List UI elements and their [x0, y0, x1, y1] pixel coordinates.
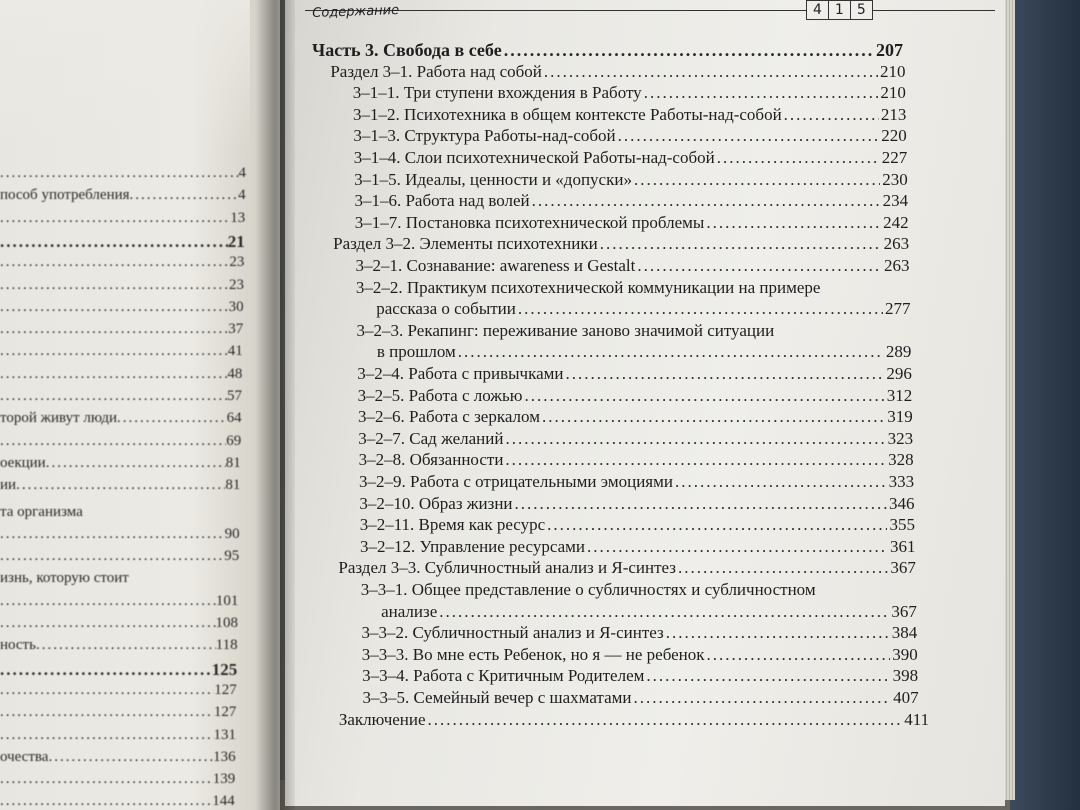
toc-leader-dots — [644, 83, 879, 103]
toc-entry-page: 210 — [880, 83, 906, 103]
running-head: Содержание — [312, 2, 400, 21]
left-toc-page: 41 — [227, 343, 243, 360]
left-toc-page: 21 — [227, 231, 245, 251]
toc-entry-page: 333 — [888, 472, 915, 491]
left-toc-entry — [0, 165, 246, 182]
toc-entry-page: 277 — [884, 299, 911, 319]
toc-entry-title: 3–1–1. Три ступени вхождения в Работу — [352, 83, 642, 103]
toc-leader-dots — [587, 537, 888, 557]
left-toc-leader-dots — [0, 299, 229, 316]
left-toc-page: 57 — [227, 388, 242, 404]
toc-entry — [358, 386, 913, 406]
left-toc-leader-dots — [0, 433, 226, 450]
page-digit: 5 — [850, 0, 873, 20]
toc-entry-page: 213 — [880, 104, 907, 124]
toc-entry-title: 3–2–12. Управление ресурсами — [360, 536, 585, 556]
toc-entry-page: 207 — [876, 40, 903, 60]
left-toc-page: 64 — [226, 410, 242, 427]
left-toc-leader-dots — [0, 593, 216, 610]
toc-leader-dots — [504, 40, 874, 61]
book-cover-right — [1010, 0, 1080, 810]
toc-entry-page: 411 — [904, 709, 930, 729]
toc-entry-page: 234 — [882, 191, 909, 211]
left-toc-page: 144 — [212, 793, 235, 810]
toc-entry-page: 289 — [885, 342, 912, 362]
left-toc-leader-dots — [0, 727, 214, 744]
toc-entry-page: 390 — [892, 644, 918, 664]
toc-leader-dots — [458, 342, 884, 362]
toc-leader-dots — [428, 710, 903, 730]
toc-leader-dots — [784, 105, 879, 125]
toc-entry-title: 3–1–5. Идеалы, ценности и «допуски» — [354, 169, 632, 189]
left-toc-leader-dots — [130, 187, 239, 204]
left-toc-entry — [0, 593, 238, 610]
toc-leader-dots — [544, 62, 878, 82]
toc-entry — [362, 666, 918, 686]
toc-entry-page: 263 — [883, 234, 910, 254]
toc-entry-page: 361 — [889, 536, 916, 556]
left-toc-page: 81 — [225, 477, 241, 494]
toc-entry — [376, 299, 910, 319]
toc-entry-title: анализе — [381, 601, 438, 621]
left-toc-entry — [0, 727, 236, 744]
toc-entry-page: 384 — [891, 623, 918, 643]
left-toc-page: 101 — [215, 592, 239, 609]
toc-entry-page: 220 — [881, 126, 907, 146]
toc-entry-title: 3–3–3. Во мне есть Ребенок, но я — не ребенок — [361, 644, 705, 664]
toc-entry-title: 3–2–6. Работа с зеркалом — [357, 407, 540, 427]
left-toc-page: 90 — [224, 525, 240, 542]
left-toc-page: 125 — [211, 659, 238, 679]
left-toc-page: 37 — [228, 321, 244, 338]
toc-entry — [354, 170, 908, 190]
left-toc-page: 13 — [230, 209, 246, 226]
page-digit: 4 — [806, 0, 829, 20]
left-toc-title: изнь, которую стоит — [0, 570, 129, 587]
toc-entry — [356, 256, 910, 276]
toc-leader-dots — [532, 191, 881, 211]
left-toc-entry — [0, 321, 243, 338]
toc-leader-dots — [634, 170, 880, 190]
toc-entry-title: 3–3–4. Работа с Критичным Родителем — [362, 666, 645, 686]
left-toc-page: 4 — [238, 165, 246, 181]
toc-entry-title: 3–2–1. Сознавание: awareness и Gestalt — [355, 256, 636, 275]
toc-entry-page: 407 — [893, 688, 919, 707]
left-toc-leader-dots — [0, 366, 227, 383]
toc-entry-title: 3–3–1. Общее представление о субличностях и субличностном — [360, 580, 816, 599]
toc-entry-page: 367 — [891, 601, 917, 621]
toc-entry-title: в прошлом — [376, 342, 456, 362]
left-toc-page: 95 — [224, 548, 240, 565]
left-toc-title: оекции — [0, 454, 46, 471]
left-toc-entry — [0, 277, 244, 294]
left-toc-leader-dots — [48, 749, 213, 766]
left-toc-leader-dots — [0, 526, 225, 543]
toc-leader-dots — [717, 148, 880, 168]
left-toc-leader-dots — [0, 771, 213, 788]
toc-entry-title: рассказа о событии — [376, 299, 516, 319]
toc-entry — [362, 645, 918, 665]
toc-entry-title: 3–2–4. Работа с привычками — [357, 364, 564, 383]
left-toc-title: ность — [0, 637, 36, 654]
left-toc-page: 48 — [227, 365, 243, 382]
left-toc-page: 131 — [213, 726, 236, 743]
left-toc-entry — [0, 526, 240, 543]
left-toc-entry — [0, 388, 242, 405]
toc-entry — [333, 234, 909, 254]
left-toc-entry — [0, 232, 245, 252]
toc-entry — [359, 494, 914, 514]
toc-entry-page: 242 — [883, 212, 909, 232]
toc-entry-title: 3–3–5. Семейный вечер с шахматами — [362, 688, 632, 707]
toc-entry — [330, 62, 905, 82]
toc-entry — [363, 688, 919, 708]
toc-leader-dots — [542, 407, 885, 427]
header-rule — [305, 10, 995, 11]
toc-leader-dots — [707, 645, 891, 665]
toc-entry — [381, 602, 917, 622]
toc-entry-page: 230 — [882, 169, 908, 189]
toc-leader-dots — [505, 450, 886, 470]
toc-entry-title: 3–1–4. Слои психотехнической Работы-над-собой — [353, 148, 715, 167]
toc-entry-title: 3–2–2. Практикум психотехнической коммуникации на примере — [355, 277, 821, 297]
toc-entry-title: Раздел 3–3. Субличностный анализ и Я-синтез — [338, 558, 677, 578]
book-gutter-shadow — [255, 0, 295, 810]
toc-entry-title: 3–1–3. Структура Работы-над-собой — [353, 126, 616, 146]
toc-leader-dots — [439, 602, 889, 622]
left-toc-page: 23 — [229, 276, 244, 293]
toc-entry-title: 3–1–6. Работа над волей — [354, 191, 530, 211]
left-toc-leader-dots — [0, 210, 230, 227]
left-toc-entry — [0, 771, 235, 788]
left-toc-page: 4 — [238, 187, 246, 204]
left-toc-leader-dots — [0, 704, 214, 721]
toc-entry-page: 319 — [887, 407, 913, 427]
left-toc-leader-dots — [0, 660, 212, 680]
toc-entry-page: 323 — [887, 428, 914, 448]
toc-leader-dots — [646, 666, 890, 686]
left-toc-entry — [0, 366, 242, 383]
toc-leader-dots — [518, 299, 883, 319]
toc-leader-dots — [637, 256, 882, 276]
toc-entry-page: 227 — [881, 148, 908, 167]
toc-entry — [360, 537, 915, 557]
left-toc-page: 69 — [226, 432, 242, 449]
left-toc-leader-dots — [0, 615, 216, 632]
toc-entry — [356, 278, 910, 298]
toc-entry-title: Часть 3. Свобода в себе — [312, 40, 502, 60]
toc-entry-title: 3–2–8. Обязанности — [358, 450, 504, 470]
left-toc-leader-dots — [0, 388, 227, 405]
toc-leader-dots — [678, 558, 888, 578]
toc-entry-page: 312 — [886, 385, 913, 405]
toc-entry — [338, 558, 916, 578]
toc-entry — [312, 40, 903, 61]
left-toc-entry — [0, 433, 241, 450]
toc-entry-title: 3–2–10. Образ жизни — [359, 493, 513, 513]
toc-entry — [353, 105, 906, 125]
left-toc-entry — [0, 504, 240, 521]
toc-leader-dots — [547, 515, 887, 535]
left-toc-entry — [0, 570, 239, 587]
toc-entry — [354, 148, 908, 168]
toc-entry-page: 346 — [889, 493, 915, 513]
left-page-blur-overlay — [0, 0, 250, 150]
left-toc-title: торой живут люди — [0, 410, 117, 427]
left-toc-entry — [0, 210, 245, 227]
toc-entry-title: 3–1–7. Постановка психотехнической проблемы — [354, 212, 705, 232]
toc-entry — [360, 515, 915, 535]
left-toc-page: 127 — [213, 704, 237, 721]
toc-leader-dots — [566, 364, 885, 384]
left-toc-page: 118 — [215, 637, 238, 654]
toc-entry-title: 3–2–9. Работа с отрицательными эмоциями — [359, 472, 673, 491]
left-toc-entry — [0, 477, 240, 494]
left-toc-leader-dots — [0, 232, 228, 252]
toc-entry-page: 296 — [886, 364, 912, 383]
toc-entry-title: 3–2–7. Сад желаний — [358, 428, 504, 448]
left-toc-leader-dots — [16, 477, 225, 494]
toc-entry-title: 3–2–5. Работа с ложью — [357, 385, 523, 405]
left-toc-page: 81 — [225, 454, 241, 471]
toc-entry — [339, 710, 929, 730]
toc-entry-page: 210 — [879, 61, 906, 81]
toc-entry — [354, 191, 908, 211]
toc-entry-title: Заключение — [338, 709, 426, 729]
left-toc-leader-dots — [0, 682, 214, 699]
toc-entry-title: Раздел 3–1. Работа над собой — [330, 61, 542, 81]
left-toc-leader-dots — [0, 277, 229, 294]
toc-entry-title: 3–2–3. Рекапинг: переживание заново значимой ситуации — [356, 320, 775, 340]
toc-entry — [353, 83, 906, 103]
toc-leader-dots — [525, 386, 885, 406]
page-number-boxes — [806, 0, 872, 20]
left-page — [0, 0, 280, 810]
toc-entry-page: 367 — [890, 558, 916, 578]
toc-leader-dots — [515, 494, 888, 514]
toc-leader-dots — [505, 429, 885, 449]
toc-entry — [358, 429, 913, 449]
left-toc-page: 127 — [214, 681, 237, 698]
toc-entry-page: 398 — [892, 666, 919, 686]
left-toc-page: 108 — [215, 615, 238, 631]
left-toc-entry — [0, 343, 243, 360]
toc-entry — [358, 407, 913, 427]
left-toc-entry — [0, 660, 237, 680]
toc-leader-dots — [600, 234, 882, 254]
toc-leader-dots — [706, 213, 881, 233]
toc-leader-dots — [618, 126, 880, 146]
left-toc-title: пособ употребления — [0, 187, 130, 204]
left-toc-title: ии — [0, 477, 17, 494]
toc-leader-dots — [675, 472, 887, 492]
left-toc-leader-dots — [0, 548, 224, 565]
left-toc-entry — [0, 682, 237, 699]
left-toc-entry — [0, 548, 239, 565]
toc-entry — [355, 213, 909, 233]
left-toc-page: 30 — [228, 298, 244, 315]
toc-entry-title: 3–2–11. Время как ресурс — [359, 515, 546, 535]
toc-leader-dots — [666, 623, 890, 643]
left-toc-entry — [0, 299, 244, 316]
left-toc-title: очества — [0, 748, 49, 765]
left-toc-leader-dots — [0, 343, 228, 360]
left-toc-entry — [0, 749, 236, 766]
left-toc-leader-dots — [0, 793, 212, 810]
toc-entry — [357, 321, 911, 341]
page-digit: 1 — [828, 0, 851, 20]
toc-entry — [359, 472, 914, 492]
left-toc-entry — [0, 455, 241, 472]
toc-entry-title: 3–3–2. Субличностный анализ и Я-синтез — [361, 623, 664, 643]
toc-entry-page: 355 — [889, 515, 915, 535]
toc-leader-dots — [633, 688, 891, 708]
left-toc-entry — [0, 187, 246, 204]
left-toc-leader-dots — [0, 165, 239, 182]
left-toc-entry — [0, 793, 235, 810]
left-toc-entry — [0, 637, 238, 654]
toc-entry-title: Раздел 3–2. Элементы психотехники — [333, 234, 598, 254]
left-toc-entry — [0, 615, 238, 632]
left-toc-title: та организма — [0, 503, 83, 520]
left-toc-page: 139 — [212, 771, 236, 788]
toc-entry — [357, 364, 912, 384]
left-toc-leader-dots — [36, 637, 216, 654]
toc-entry — [377, 342, 911, 362]
toc-entry — [361, 623, 917, 643]
left-toc-entry — [0, 410, 242, 427]
left-toc-leader-dots — [0, 321, 228, 338]
toc-entry-page: 263 — [884, 256, 910, 275]
left-toc-leader-dots — [0, 254, 229, 271]
toc-entry-page: 328 — [888, 450, 914, 470]
left-toc-entry — [0, 254, 244, 271]
left-toc-page: 136 — [213, 748, 236, 765]
left-toc-page: 23 — [229, 254, 245, 271]
left-toc-leader-dots — [46, 455, 226, 472]
left-toc-leader-dots — [117, 410, 227, 427]
toc-entry — [359, 450, 914, 470]
toc-entry — [353, 126, 906, 146]
left-toc-entry — [0, 704, 236, 721]
toc-entry-title: 3–1–2. Психотехника в общем контексте Работы-над-собой — [353, 104, 782, 124]
toc-entry — [361, 580, 917, 600]
